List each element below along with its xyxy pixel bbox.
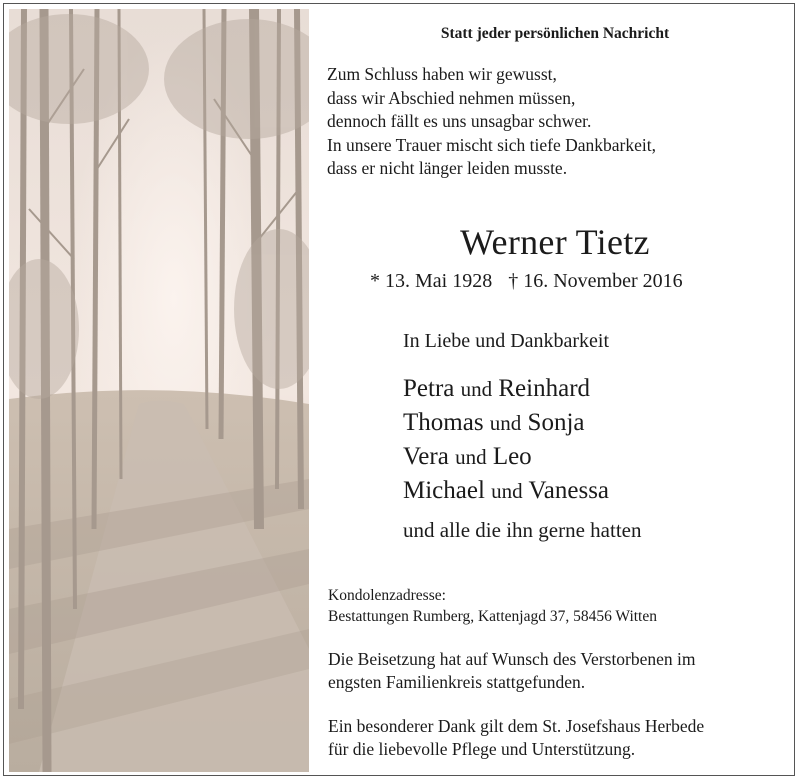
thanks-note xyxy=(328,715,704,761)
family-name: Vera xyxy=(403,443,449,470)
header-notice: Statt jeder persönlichen Nachricht xyxy=(440,25,670,42)
family-und: und xyxy=(489,411,522,435)
burial-note xyxy=(328,648,696,694)
family-name: Thomas xyxy=(403,409,484,436)
birth-date: * 13. Mai 1928 xyxy=(370,270,493,292)
family-name: Leo xyxy=(492,443,532,470)
family-pair xyxy=(403,440,609,474)
condolence-address xyxy=(328,585,657,627)
poem-line: dass wir Abschied nehmen müssen, xyxy=(327,87,576,108)
family-name: Sonja xyxy=(527,409,585,436)
family-pair xyxy=(403,474,609,508)
poem-line: In unsere Trauer mischt sich tiefe Dankbarkeit, xyxy=(327,134,657,155)
love-line: In Liebe und Dankbarkeit xyxy=(403,330,610,352)
note-line: Die Beisetzung hat auf Wunsch des Verstorbenen im xyxy=(328,649,696,669)
family-name: Reinhard xyxy=(498,375,591,402)
note-line: engsten Familienkreis stattgefunden. xyxy=(328,672,586,692)
family-name: Petra xyxy=(403,375,455,402)
note-line: für die liebevolle Pflege und Unterstützung. xyxy=(328,739,636,759)
family-und: und xyxy=(455,445,487,469)
deceased-name: Werner Tietz xyxy=(460,222,650,262)
condolence-address-line: Bestattungen Rumberg, Kattenjagd 37, 58456 Witten xyxy=(328,608,657,625)
family-list xyxy=(403,372,609,508)
family-und: und xyxy=(460,377,493,401)
poem-line: Zum Schluss haben wir gewusst, xyxy=(327,64,557,84)
family-pair xyxy=(403,372,609,406)
death-date: † 16. November 2016 xyxy=(508,270,683,292)
family-und: und xyxy=(491,479,523,503)
family-name: Michael xyxy=(403,477,485,504)
family-pair xyxy=(403,406,609,440)
condolence-label: Kondolenzadresse: xyxy=(328,587,446,604)
note-line: Ein besonderer Dank gilt dem St. Josefshaus Herbede xyxy=(328,716,705,736)
others-line: und alle die ihn gerne hatten xyxy=(403,518,642,542)
life-dates xyxy=(370,270,683,293)
forest-path-image xyxy=(9,9,309,772)
poem-line: dennoch fällt es uns unsagbar schwer. xyxy=(327,111,592,131)
poem-line: dass er nicht länger leiden musste. xyxy=(327,158,568,178)
family-name: Vanessa xyxy=(528,477,610,504)
poem xyxy=(327,63,656,181)
